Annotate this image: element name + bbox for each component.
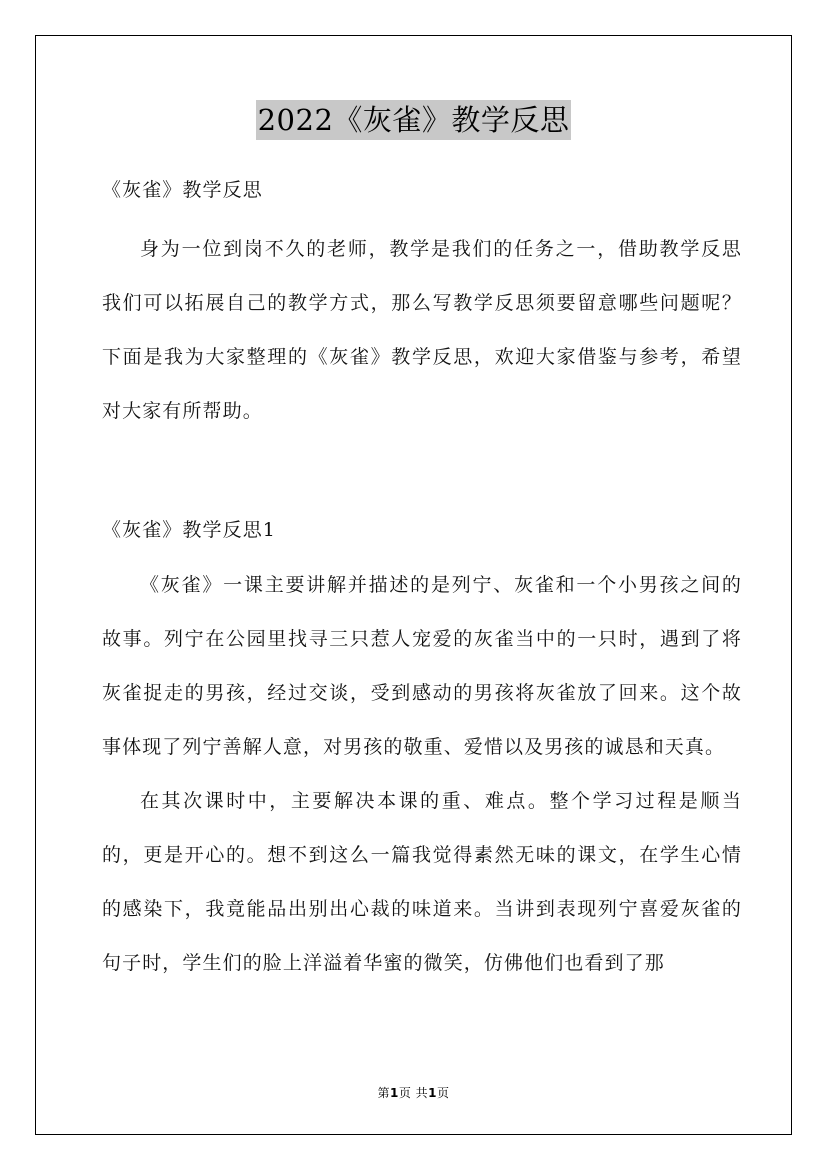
page-footer (0, 1084, 827, 1101)
footer-suffix: 页 (437, 1086, 450, 1100)
footer-middle: 页 共 (398, 1086, 429, 1100)
footer-prefix: 第 (377, 1086, 390, 1100)
section1-heading: 《灰雀》教学反思1 (102, 519, 276, 541)
document-title: 2022《灰雀》教学反思 (256, 100, 572, 140)
section1-paragraph-1: 《灰雀》一课主要讲解并描述的是列宁、灰雀和一个小男孩之间的故事。列宁在公园里找寻三只惹人宠爱的灰雀当中的一只时，遇到了将灰雀捉走的男孩，经过交谈，受到感动的男孩将灰雀放了回来。这个故事体现了列宁善解人意，对男孩的敬重、爱惜以及男孩的诚恳和天真。 (102, 574, 742, 758)
intro-paragraph: 身为一位到岗不久的老师，教学是我们的任务之一，借助教学反思我们可以拓展自己的教学方式，那么写教学反思须要留意哪些问题呢？下面是我为大家整理的《灰雀》教学反思，欢迎大家借鉴与参考，希望对大家有所帮助。 (102, 238, 742, 422)
section1-paragraph-2: 在其次课时中，主要解决本课的重、难点。整个学习过程是顺当的，更是开心的。想不到这么一篇我觉得素然无味的课文，在学生心情的感染下，我竟能品出别出心裁的味道来。当讲到表现列宁喜爱灰雀的句子时，学生们的脸上洋溢着华蜜的微笑，仿佛他们也看到了那 (102, 790, 742, 974)
document-body (102, 170, 742, 990)
footer-page-number: 1 (389, 1086, 399, 1100)
title-container (0, 100, 827, 140)
intro-heading: 《灰雀》教学反思 (102, 179, 263, 201)
footer-total-pages: 1 (428, 1086, 438, 1100)
